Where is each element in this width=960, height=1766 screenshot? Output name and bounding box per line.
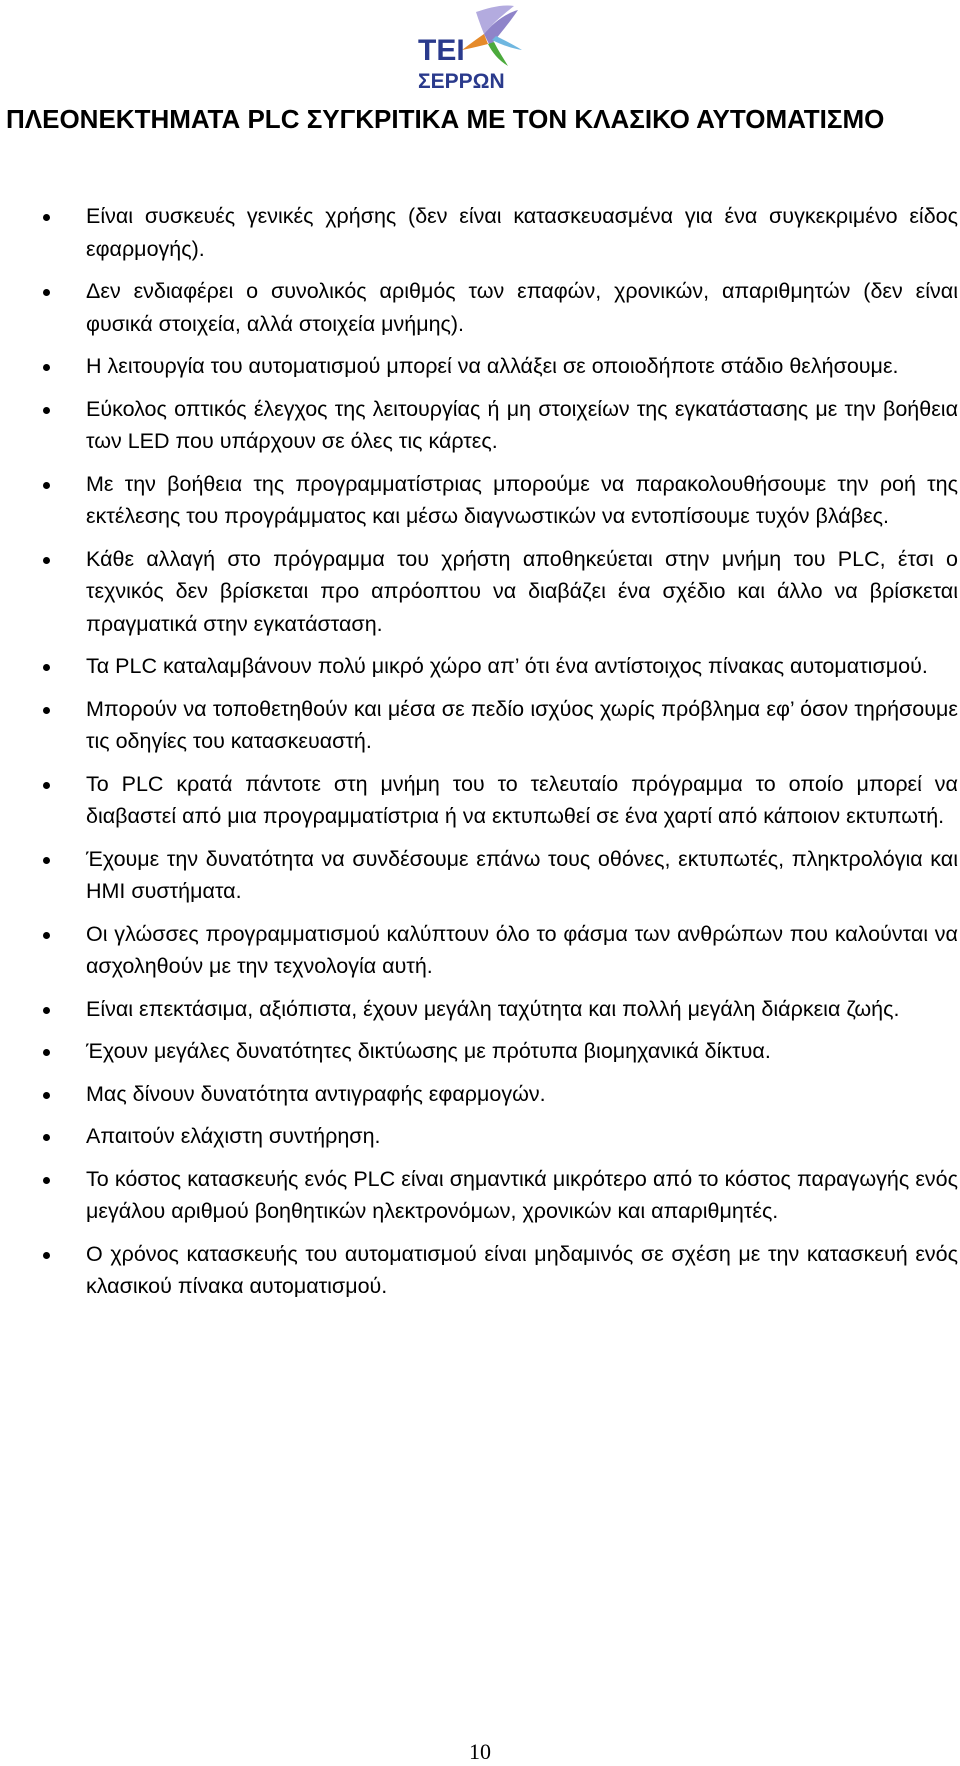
bullet-icon — [43, 707, 50, 714]
bullet-icon — [43, 364, 50, 371]
logo-text-top: ΤΕΙ — [418, 34, 465, 67]
bullet-icon — [43, 782, 50, 789]
list-item — [0, 393, 958, 458]
list-item — [0, 1035, 958, 1068]
list-item-text: Μας δίνουν δυνατότητα αντιγραφής εφαρμογών. — [86, 1081, 546, 1106]
list-item-text: Η λειτουργία του αυτοματισμού μπορεί να αλλάξει σε οποιοδήποτε στάδιο θελήσουμε. — [86, 354, 899, 378]
bullet-icon — [43, 1049, 50, 1056]
list-item-text: Ο χρόνος κατασκευής του αυτοματισμού είναι μηδαμινός σε σχέση με την κατασκευή ενός κλασικού πίνακα αυτοματισμού. — [86, 1241, 958, 1298]
bullet-icon — [43, 1252, 50, 1259]
list-item — [0, 650, 958, 683]
list-item-text: Εύκολος οπτικός έλεγχος της λειτουργίας ή μη στοιχείων της εγκατάστασης με την βοήθεια των LED που υπάρχουν σε όλες τις κάρτες. — [86, 396, 958, 453]
list-item — [0, 468, 958, 533]
bullet-icon — [43, 664, 50, 671]
list-item-text: Είναι επεκτάσιμα, αξιόπιστα, έχουν μεγάλη ταχύτητα και πολλή μεγάλη διάρκεια ζωής. — [86, 996, 900, 1021]
page-number: 10 — [469, 1739, 491, 1764]
list-item-text: Δεν ενδιαφέρει ο συνολικός αριθμός των επαφών, χρονικών, απαριθμητών (δεν είναι φυσικά στοιχεία, αλλά στοιχεία μνήμης). — [86, 279, 958, 336]
list-item — [0, 993, 958, 1026]
list-item-text: Το PLC κρατά πάντοτε στη μνήμη του το τελευταίο πρόγραμμα το οποίο μπορεί να διαβαστεί από μια προγραμματίστρια ή να εκτυπωθεί σε ένα χαρτί από κάποιον εκτυπωτή. — [86, 771, 958, 828]
logo-text-bottom: ΣΕΡΡΩΝ — [418, 70, 505, 93]
list-item — [0, 1163, 958, 1228]
page-heading: ΠΛΕΟΝΕΚΤΗΜΑΤΑ PLC ΣΥΓΚΡΙΤΙΚΑ ΜΕ ΤΟΝ ΚΛΑΣΙΚΟ ΑΥΤΟΜΑΤΙΣΜΟ — [6, 104, 885, 134]
list-item — [0, 543, 958, 641]
list-item — [0, 693, 958, 758]
bullet-icon — [43, 1092, 50, 1099]
bullet-icon — [43, 932, 50, 939]
bullet-icon — [43, 1007, 50, 1014]
bullet-icon — [43, 557, 50, 564]
list-item-text: Οι γλώσσες προγραμματισμού καλύπτουν όλο το φάσμα των ανθρώπων που καλούνται να ασχοληθούν με την τεχνολογία αυτή. — [86, 921, 958, 978]
bullet-icon — [43, 482, 50, 489]
list-item — [0, 843, 958, 908]
list-item — [0, 1120, 958, 1153]
bullet-icon — [43, 407, 50, 414]
logo-swoosh-orange — [462, 34, 488, 50]
bullet-icon — [43, 1134, 50, 1141]
advantages-list — [0, 200, 960, 1313]
list-item — [0, 918, 958, 983]
list-item-text: Έχουν μεγάλες δυνατότητες δικτύωσης με πρότυπα βιομηχανικά δίκτυα. — [86, 1039, 771, 1063]
list-item-text: Απαιτούν ελάχιστη συντήρηση. — [86, 1124, 381, 1148]
list-item-text: Τα PLC καταλαμβάνουν πολύ μικρό χώρο απ’ ότι ένα αντίστοιχος πίνακας αυτοματισμού. — [86, 654, 928, 678]
list-item — [0, 1238, 958, 1303]
list-item-text: Μπορούν να τοποθετηθούν και μέσα σε πεδίο ισχύος χωρίς πρόβλημα εφ’ όσον τηρήσουμε τις οδηγίες του κατασκευαστή. — [86, 696, 958, 753]
bullet-icon — [43, 214, 50, 221]
list-item-text: Έχουμε την δυνατότητα να συνδέσουμε επάνω τους οθόνες, εκτυπωτές, πληκτρολόγια και HMI συστήματα. — [86, 846, 958, 903]
list-item — [0, 200, 958, 265]
logo-swoosh-green — [488, 42, 508, 66]
list-item-text: Το κόστος κατασκευής ενός PLC είναι σημαντικά μικρότερο από το κόστος παραγωγής ενός μεγάλου αριθμού βοηθητικών ηλεκτρονόμων, χρονικών και απαριθμητές. — [86, 1166, 958, 1223]
bullet-icon — [43, 289, 50, 296]
list-item — [0, 275, 958, 340]
bullet-icon — [43, 1177, 50, 1184]
list-item-text: Κάθε αλλαγή στο πρόγραμμα του χρήστη αποθηκεύεται στην μνήμη του PLC, έτσι ο τεχνικός δεν βρίσκεται προ απρόοπτου να διαβάζει ένα σχέδιο και άλλο να βρίσκεται πραγματικά στην εγκατάσταση. — [86, 546, 958, 636]
list-item-text: Με την βοήθεια της προγραμματίστριας μπορούμε να παρακολουθήσουμε την ροή της εκτέλεσης του προγράμματος και μέσω διαγνωστικών να εντοπίσουμε τυχόν βλάβες. — [86, 471, 958, 528]
list-item — [0, 350, 958, 383]
bullet-icon — [43, 857, 50, 864]
tei-serron-logo — [418, 4, 542, 96]
list-item — [0, 1078, 958, 1111]
logo-graphic — [418, 4, 542, 96]
list-item-text: Είναι συσκευές γενικές χρήσης (δεν είναι κατασκευασμένα για ένα συγκεκριμένο είδος εφαρμογής). — [86, 204, 958, 261]
list-item — [0, 768, 958, 833]
